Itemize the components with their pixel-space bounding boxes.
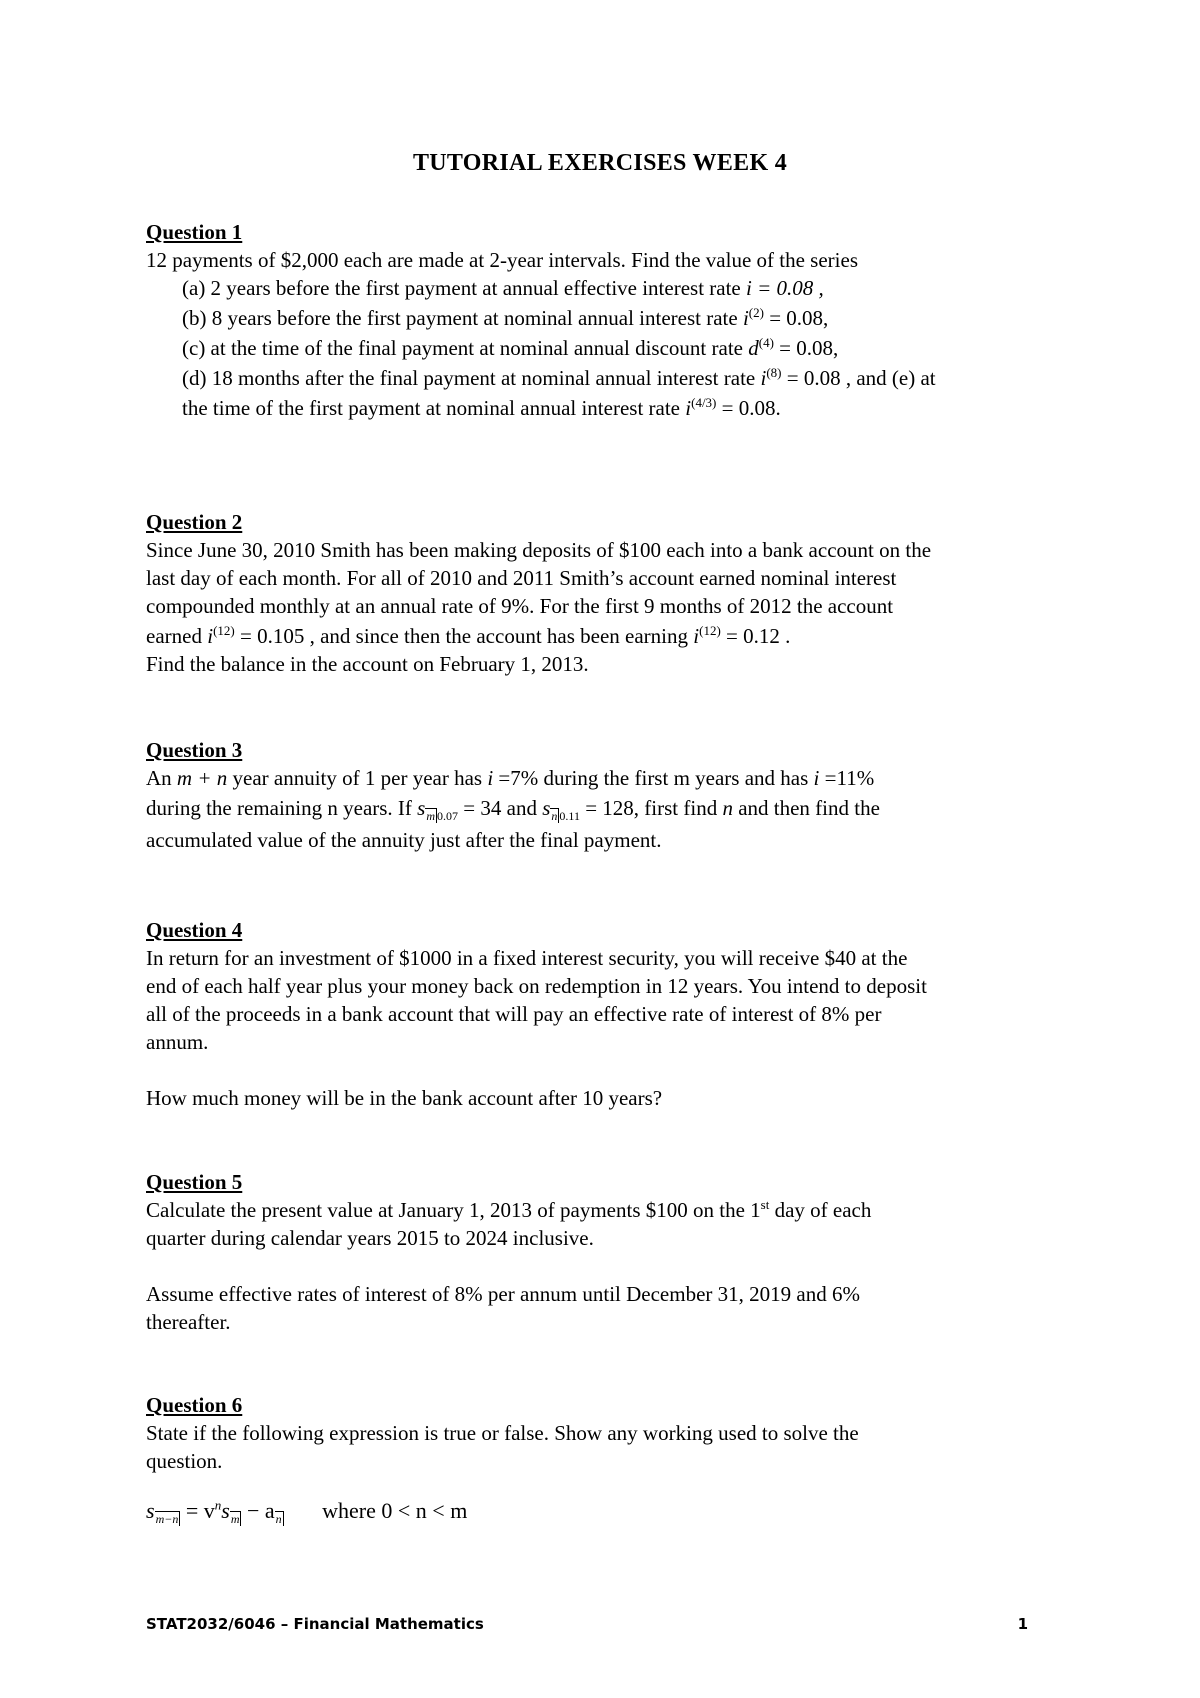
question-4-line: In return for an investment of $1000 in a fixed interest security, you will receive $40 at the [146,946,908,970]
question-4-heading: Question 4 [146,918,243,942]
question-6-equation: $s_{m-n} = v^ns_m - a_n$ where 0 < n < m [146,1497,468,1527]
question-6-heading: Question 6 [146,1393,243,1417]
question-5-heading: Question 5 [146,1170,243,1194]
question-4-line: all of the proceeds in a bank account that will pay an effective rate of interest of 8% per [146,1002,882,1026]
page-number: 1 [1017,1615,1028,1633]
question-1-intro: 12 payments of $2,000 each are made at 2-year intervals. Find the value of the series [146,248,859,272]
question-1-part-c: (c) at the time of the final payment at nominal annual discount rate $d^{(4)} = 0.08$, [182,335,839,360]
question-1-part-b: (b) 8 years before the first payment at nominal annual interest rate $i^{(2)} = 0.08$, [182,305,829,330]
question-3-heading: Question 3 [146,738,243,762]
question-4-line: annum. [146,1030,209,1054]
question-6 [146,1391,1076,1525]
question-4-line: end of each half year plus your money back on redemption in 12 years. You intend to deposit [146,974,927,998]
question-3-line: accumulated value of the annuity just after the final payment. [146,828,662,852]
question-3-line: An m + n year annuity of 1 per year has i =7% during the first m years and has i =11% [146,766,875,790]
question-5-line: Assume effective rates of interest of 8% per annum until December 31, 2019 and 6% [146,1282,860,1306]
question-2-line: Since June 30, 2010 Smith has been making deposits of $100 each into a bank account on the [146,538,932,562]
page-title: TUTORIAL EXERCISES WEEK 4 [412,150,788,176]
question-5-line: thereafter. [146,1310,231,1334]
question-2-heading: Question 2 [146,510,243,534]
question-1-part-d: (d) 18 months after the final payment at nominal annual interest rate $i^{(8)} = 0.08$ , and (e) at [182,365,936,390]
question-1-part-a: (a) 2 years before the first payment at annual effective interest rate i = 0.08 , [182,276,824,300]
question-4-line: How much money will be in the bank account after 10 years? [146,1086,663,1110]
question-1-heading: Question 1 [146,220,243,244]
question-2 [146,508,1076,678]
question-2-line: earned $i^{(12)} = 0.105$ , and since then the account has been earning $i^{(12)} = 0.12$ . [146,623,791,648]
question-5 [146,1168,1076,1336]
question-1 [146,218,1076,422]
question-3 [146,736,1076,854]
question-3-line: during the remaining n years. If $s_{m 0.07} = 34$ and $s_{n 0.11} = 128$, first find n and then find the [146,796,880,824]
footer-course: STAT2032/6046 – Financial Mathematics [146,1615,484,1633]
question-5-line: Calculate the present value at January 1, 2013 of payments $100 on the 1st day of each [146,1197,872,1222]
question-1-part-e: the time of the first payment at nominal annual interest rate $i^{(4/3)} = 0.08$. [182,395,781,420]
question-2-line: last day of each month. For all of 2010 and 2011 Smith’s account earned nominal interest [146,566,897,590]
question-6-line: question. [146,1449,223,1473]
question-5-line: quarter during calendar years 2015 to 2024 inclusive. [146,1226,594,1250]
page-footer [146,1615,1028,1633]
question-2-line: compounded monthly at an annual rate of 9%. For the first 9 months of 2012 the account [146,594,894,618]
question-4 [146,916,1076,1112]
question-2-line: Find the balance in the account on February 1, 2013. [146,652,589,676]
question-6-line: State if the following expression is true or false. Show any working used to solve the [146,1421,859,1445]
